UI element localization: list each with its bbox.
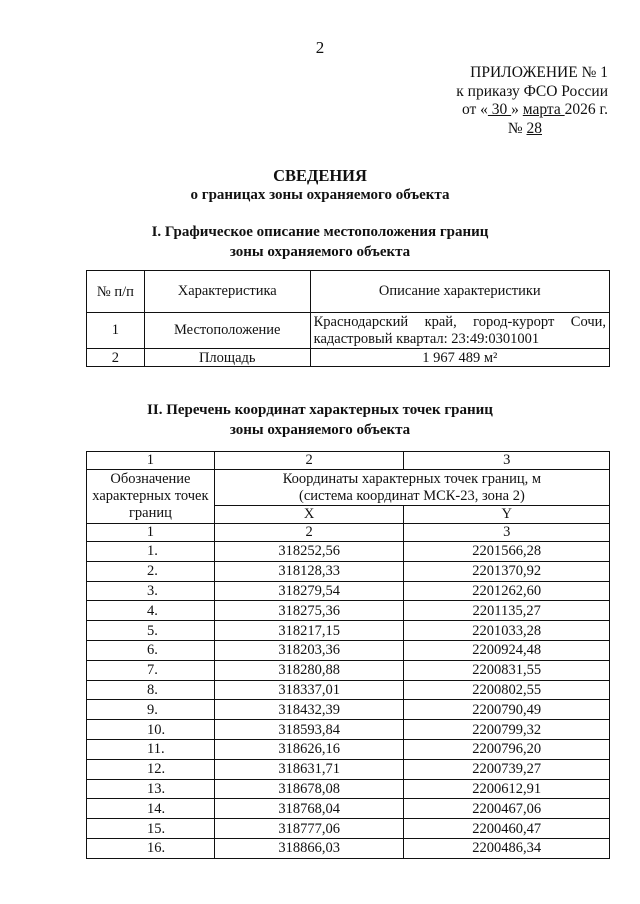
table-row bbox=[87, 349, 610, 367]
col-number-3: 3 bbox=[404, 452, 610, 470]
point-x: 318678,08 bbox=[214, 779, 404, 799]
col-number-3: 3 bbox=[404, 524, 610, 542]
point-y: 2201370,92 bbox=[404, 561, 610, 581]
col-number-1: 1 bbox=[87, 524, 215, 542]
document-title: СВЕДЕНИЯ bbox=[273, 166, 367, 185]
table-row bbox=[87, 621, 610, 641]
page-number: 2 bbox=[315, 38, 325, 57]
annex-date-line bbox=[430, 101, 608, 120]
point-number: 8. bbox=[87, 680, 215, 700]
point-y: 2200739,27 bbox=[404, 759, 610, 779]
section2-heading-line2: зоны охраняемого объекта bbox=[229, 422, 411, 438]
point-y: 2200802,55 bbox=[404, 680, 610, 700]
point-y: 2200790,49 bbox=[404, 700, 610, 720]
point-number: 15. bbox=[87, 819, 215, 839]
table-row bbox=[87, 660, 610, 680]
point-number: 10. bbox=[87, 720, 215, 740]
point-number: 9. bbox=[87, 700, 215, 720]
header-description: Описание характеристики bbox=[310, 271, 609, 313]
header-characteristic: Характеристика bbox=[144, 271, 310, 313]
column-number-row bbox=[87, 452, 610, 470]
annex-date-mid: » bbox=[511, 101, 523, 118]
point-x: 318275,36 bbox=[214, 601, 404, 621]
column-number-row bbox=[87, 524, 610, 542]
point-number: 12. bbox=[87, 759, 215, 779]
point-number: 13. bbox=[87, 779, 215, 799]
col-number-1: 1 bbox=[87, 452, 215, 470]
row-description: 1 967 489 м² bbox=[310, 349, 609, 367]
point-y: 2200612,91 bbox=[404, 779, 610, 799]
table-row bbox=[87, 739, 610, 759]
annex-number-value: 28 bbox=[526, 119, 542, 137]
point-number: 11. bbox=[87, 739, 215, 759]
point-number: 4. bbox=[87, 601, 215, 621]
annex-date-year: 2026 г. bbox=[564, 101, 608, 118]
section2-heading bbox=[0, 400, 640, 440]
point-y: 2200796,20 bbox=[404, 739, 610, 759]
coords-header bbox=[214, 470, 609, 506]
point-number: 6. bbox=[87, 640, 215, 660]
point-x: 318593,84 bbox=[214, 720, 404, 740]
point-x: 318279,54 bbox=[214, 581, 404, 601]
section2-heading-line1: II. Перечень координат характерных точек границ bbox=[147, 402, 493, 418]
point-x: 318866,03 bbox=[214, 838, 404, 858]
row-num: 1 bbox=[87, 313, 145, 349]
table-row bbox=[87, 779, 610, 799]
point-y: 2201033,28 bbox=[404, 621, 610, 641]
annex-number-line bbox=[430, 120, 608, 139]
annex-number-prefix: № bbox=[507, 119, 527, 137]
point-y: 2201566,28 bbox=[404, 542, 610, 562]
table-row bbox=[87, 799, 610, 819]
x-header: X bbox=[214, 506, 404, 524]
row-characteristic: Площадь bbox=[144, 349, 310, 367]
point-x: 318128,33 bbox=[214, 561, 404, 581]
point-y: 2200924,48 bbox=[404, 640, 610, 660]
annex-date-prefix: от « bbox=[461, 101, 488, 118]
point-x: 318432,39 bbox=[214, 700, 404, 720]
annex-title: ПРИЛОЖЕНИЕ № 1 bbox=[470, 64, 608, 81]
section1-heading-line1: I. Графическое описание местоположения границ bbox=[151, 224, 489, 240]
col-number-2: 2 bbox=[214, 524, 404, 542]
point-header: Обозначение характерных точек границ bbox=[87, 470, 215, 524]
table-row bbox=[87, 819, 610, 839]
row-num: 2 bbox=[87, 349, 145, 367]
point-number: 16. bbox=[87, 838, 215, 858]
point-number: 5. bbox=[87, 621, 215, 641]
coords-header-row bbox=[87, 470, 610, 506]
annex-date-day: 30 bbox=[487, 101, 512, 118]
row-description: Краснодарский край, город-курорт Сочи, кадастровый квартал: 23:49:0301001 bbox=[310, 313, 609, 349]
table-row bbox=[87, 700, 610, 720]
table-row bbox=[87, 759, 610, 779]
point-y: 2201262,60 bbox=[404, 581, 610, 601]
table-row bbox=[87, 601, 610, 621]
coordinates-table bbox=[86, 451, 610, 859]
point-number: 3. bbox=[87, 581, 215, 601]
table-row bbox=[87, 581, 610, 601]
point-number: 2. bbox=[87, 561, 215, 581]
characteristics-table bbox=[86, 270, 610, 367]
annex-date-month: марта bbox=[522, 101, 565, 118]
point-number: 14. bbox=[87, 799, 215, 819]
table-row bbox=[87, 720, 610, 740]
point-x: 318280,88 bbox=[214, 660, 404, 680]
point-number: 1. bbox=[87, 542, 215, 562]
points-body bbox=[87, 542, 610, 859]
point-x: 318777,06 bbox=[214, 819, 404, 839]
point-x: 318626,16 bbox=[214, 739, 404, 759]
table-row bbox=[87, 640, 610, 660]
y-header: Y bbox=[404, 506, 610, 524]
table-row bbox=[87, 680, 610, 700]
section1-heading bbox=[0, 222, 640, 262]
table-row bbox=[87, 313, 610, 349]
table-row bbox=[87, 561, 610, 581]
coords-header-line1: Координаты характерных точек границ, м bbox=[282, 470, 542, 487]
table-row bbox=[87, 542, 610, 562]
point-y: 2200467,06 bbox=[404, 799, 610, 819]
point-x: 318217,15 bbox=[214, 621, 404, 641]
point-x: 318337,01 bbox=[214, 680, 404, 700]
header-num: № п/п bbox=[87, 271, 145, 313]
point-y: 2200831,55 bbox=[404, 660, 610, 680]
document-subtitle: о границах зоны охраняемого объекта bbox=[190, 187, 450, 203]
point-y: 2201135,27 bbox=[404, 601, 610, 621]
coords-header-line2: (система координат МСК-23, зона 2) bbox=[299, 487, 525, 504]
row-characteristic: Местоположение bbox=[144, 313, 310, 349]
point-x: 318252,56 bbox=[214, 542, 404, 562]
annex-block bbox=[430, 64, 608, 138]
col-number-2: 2 bbox=[214, 452, 404, 470]
point-x: 318768,04 bbox=[214, 799, 404, 819]
point-x: 318631,71 bbox=[214, 759, 404, 779]
point-y: 2200460,47 bbox=[404, 819, 610, 839]
annex-order-line: к приказу ФСО России bbox=[456, 82, 608, 100]
table-row bbox=[87, 838, 610, 858]
table-header-row bbox=[87, 271, 610, 313]
section1-heading-line2: зоны охраняемого объекта bbox=[229, 244, 411, 260]
point-y: 2200799,32 bbox=[404, 720, 610, 740]
point-y: 2200486,34 bbox=[404, 838, 610, 858]
point-x: 318203,36 bbox=[214, 640, 404, 660]
point-number: 7. bbox=[87, 660, 215, 680]
